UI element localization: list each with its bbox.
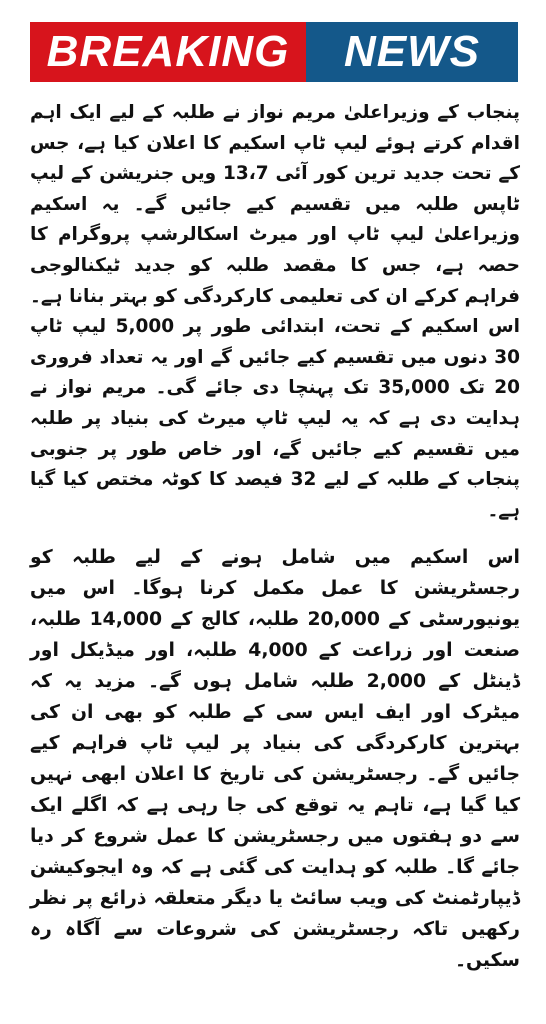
article-paragraph-2: اس اسکیم میں شامل ہونے کے لیے طلبہ کو رجسٹریشن کا عمل مکمل کرنا ہوگا۔ اس میں یونیورسٹی کے 20,000 طلبہ، کالج کے 14,000 طلبہ، صنعت اور زراعت کے 4,000 طلبہ، اور میڈیکل اور ڈینٹل کے 2,000 طلبہ شامل ہوں گے۔ مزید یہ کہ میٹرک اور ایف ایس سی کے طلبہ کو بھی ان کی بہترین کارکردگی کی بنیاد پر لیپ ٹاپ فراہم کیے جائیں گے۔ رجسٹریشن کی تاریخ کا اعلان ابھی نہیں کیا گیا ہے، تاہم یہ توقع کی جا رہی ہے کہ اگلے ایک سے دو ہفتوں میں رجسٹریشن کا عمل شروع کر دیا جائے گا۔ طلبہ کو ہدایت کی گئی ہے کہ وہ ایجوکیشن ڈیپارٹمنٹ کی ویب سائٹ یا دیگر متعلقہ ذرائع پر نظر رکھیں تاکہ رجسٹریشن کی شروعات سے آگاہ رہ سکیں۔ <box>30 547 521 972</box>
banner-blue-panel <box>306 22 518 82</box>
article-body <box>30 98 520 976</box>
banner-red-panel <box>30 22 306 82</box>
banner-word-news: NEWS <box>344 27 480 76</box>
article-paragraph-1: پنجاب کے وزیراعلیٰ مریم نواز نے طلبہ کے لیے ایک اہم اقدام کرتے ہوئے لیپ ٹاپ اسکیم کا اعلان کیا ہے، جس کے تحت جدید ترین کور آئی 13،7 ویں جنریشن کے لیپ ٹاپس طلبہ میں تقسیم کیے جائیں گے۔ یہ اسکیم وزیراعلیٰ لیپ ٹاپ اور میرٹ اسکالرشپ پروگرام کا حصہ ہے، جس کا مقصد طلبہ کو جدید ٹیکنالوجی فراہم کرکے ان کی تعلیمی کارکردگی کو بہتر بنانا ہے۔ اس اسکیم کے تحت، ابتدائی طور پر 5,000 لیپ ٹاپ 30 دنوں میں تقسیم کیے جائیں گے اور یہ تعداد فروری 20 تک 35,000 تک پہنچا دی جائے گی۔ مریم نواز نے ہدایت دی ہے کہ یہ لیپ ٹاپ میرٹ کی بنیاد پر طلبہ میں تقسیم کیے جائیں گے، اور خاص طور پر جنوبی پنجاب کے طلبہ کے لیے 32 فیصد کا کوٹہ مختص کیا گیا ہے۔ <box>30 102 520 521</box>
breaking-news-banner <box>30 22 518 82</box>
banner-word-breaking: BREAKING <box>46 27 290 76</box>
